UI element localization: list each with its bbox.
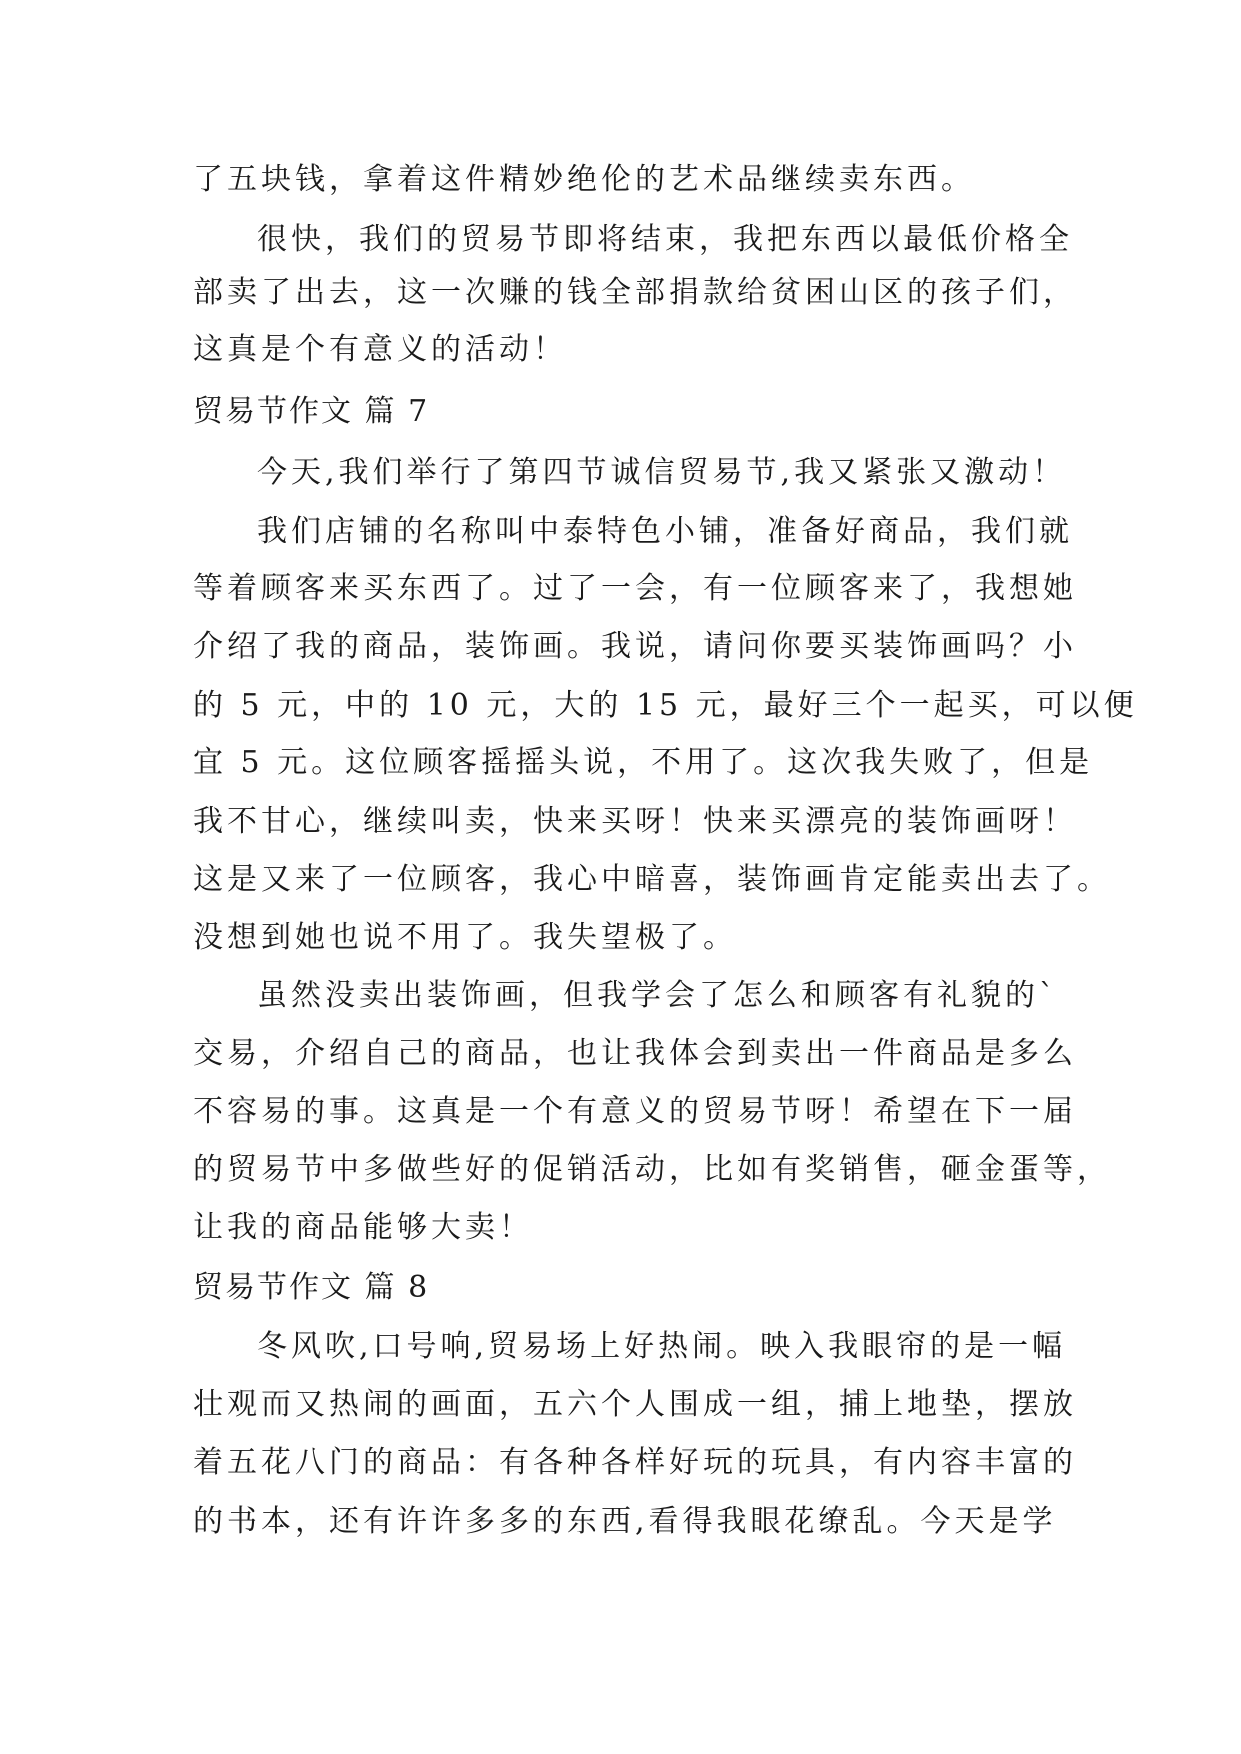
text-line: 没想到她也说不用了。我失望极了。 [193,920,737,955]
paragraph-start: 冬风吹,口号响,贸易场上好热闹。映入我眼帘的是一幅 [257,1329,1067,1364]
text-line: 介绍了我的商品，装饰画。我说，请问你要买装饰画吗？小 [193,629,1077,664]
text-line: 的 5 元，中的 10 元，大的 15 元，最好三个一起买，可以便 [193,688,1138,723]
section-heading: 贸易节作文 篇 8 [193,1270,430,1305]
text-line: 等着顾客来买东西了。过了一会，有一位顾客来了，我想她 [193,571,1077,606]
section-heading: 贸易节作文 篇 7 [193,394,430,429]
text-line: 宜 5 元。这位顾客摇摇头说，不用了。这次我失败了，但是 [193,745,1094,780]
text-line: 部卖了出去，这一次赚的钱全部捐款给贫困山区的孩子们， [193,275,1077,310]
paragraph-start: 很快，我们的贸易节即将结束，我把东西以最低价格全 [257,222,1073,257]
text-line: 这是又来了一位顾客，我心中暗喜，装饰画肯定能卖出去了。 [193,862,1111,897]
text-line: 的书本，还有许许多多的东西,看得我眼花缭乱。今天是学 [193,1504,1057,1539]
paragraph-start: 虽然没卖出装饰画，但我学会了怎么和顾客有礼貌的` [257,978,1058,1013]
text-line: 让我的商品能够大卖！ [193,1210,533,1245]
text-line: 壮观而又热闹的画面，五六个人围成一组，捕上地垫，摆放 [193,1387,1077,1422]
text-line: 交易，介绍自己的商品，也让我体会到卖出一件商品是多么 [193,1036,1077,1071]
paragraph-start: 我们店铺的名称叫中泰特色小铺，准备好商品，我们就 [257,514,1073,549]
text-line: 我不甘心，继续叫卖，快来买呀！快来买漂亮的装饰画呀！ [193,804,1077,839]
text-line: 的贸易节中多做些好的促销活动，比如有奖销售，砸金蛋等， [193,1152,1111,1187]
text-line: 这真是个有意义的活动！ [193,332,567,367]
text-line: 了五块钱，拿着这件精妙绝伦的艺术品继续卖东西。 [193,162,975,197]
text-line: 不容易的事。这真是一个有意义的贸易节呀！希望在下一届 [193,1094,1077,1129]
paragraph-start: 今天,我们举行了第四节诚信贸易节,我又紧张又激动！ [257,455,1067,490]
text-line: 着五花八门的商品：有各种各样好玩的玩具，有内容丰富的 [193,1445,1077,1480]
